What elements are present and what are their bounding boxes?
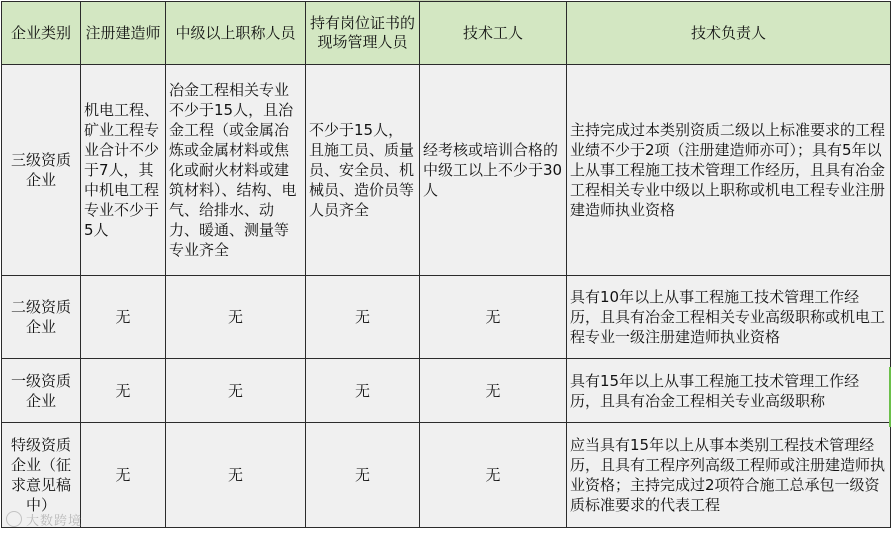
table-cell: 无 <box>81 423 166 528</box>
header-certified-site-managers: 持有岗位证书的现场管理人员 <box>306 2 420 65</box>
row-category: 特级资质企业（征求意见稿中） <box>2 423 81 528</box>
table-row <box>2 423 891 528</box>
table-cell: 无 <box>166 359 306 423</box>
table-cell: 无 <box>306 276 420 359</box>
table-cell: 无 <box>420 359 567 423</box>
table-header-row <box>2 2 891 65</box>
table-cell: 无 <box>166 276 306 359</box>
header-technical-director: 技术负责人 <box>567 2 891 65</box>
row-category: 一级资质企业 <box>2 359 81 423</box>
row-category: 三级资质企业 <box>2 65 81 276</box>
brand-logo-icon <box>6 511 22 527</box>
table-cell: 应当具有15年以上从事本类别工程技术管理经历，且具有工程序列高级工程师或注册建造师执业资格；主持完成过2项符合施工总承包一级资质标准要求的代表工程 <box>567 423 891 528</box>
table-cell: 具有10年以上从事工程施工技术管理工作经历，且具有冶金工程相关专业高级职称或机电工程专业一级注册建造师执业资格 <box>567 276 891 359</box>
qualification-table <box>1 1 891 528</box>
table-row <box>2 359 891 423</box>
table-row <box>2 65 891 276</box>
header-technical-workers: 技术工人 <box>420 2 567 65</box>
header-company-category: 企业类别 <box>2 2 81 65</box>
header-registered-constructor: 注册建造师 <box>81 2 166 65</box>
table-cell: 不少于15人，且施工员、质量员、安全员、机械员、造价员等人员齐全 <box>306 65 420 276</box>
row-category: 二级资质企业 <box>2 276 81 359</box>
table-cell: 无 <box>166 423 306 528</box>
table-cell: 无 <box>306 423 420 528</box>
watermark-text: 大数跨境 <box>26 514 83 529</box>
table-cell: 主持完成过本类别资质二级以上标准要求的工程业绩不少于2项（注册建造师亦可）；具有5年以上从事工程施工技术管理工作经历，且具有冶金工程相关专业中级以上职称或机电工程专业注册建造师执业资格 <box>567 65 891 276</box>
watermark <box>6 510 82 529</box>
table-cell: 具有15年以上从事工程施工技术管理工作经历，且具有冶金工程相关专业高级职称 <box>567 359 891 423</box>
table-cell: 无 <box>306 359 420 423</box>
table-cell: 经考核或培训合格的中级工以上不少于30人 <box>420 65 567 276</box>
table-cell: 无 <box>81 276 166 359</box>
table-cell: 机电工程、矿业工程专业合计不少于7人，其中机电工程专业不少于5人 <box>81 65 166 276</box>
table-row <box>2 276 891 359</box>
selection-edge-marker <box>889 367 891 427</box>
table-cell: 无 <box>420 276 567 359</box>
header-mid-level-title-staff: 中级以上职称人员 <box>166 2 306 65</box>
table-cell: 冶金工程相关专业不少于15人，且冶金工程（或金属冶炼或金属材料或焦化或耐火材料或建筑材料）、结构、电气、给排水、动力、暖通、测量等专业齐全 <box>166 65 306 276</box>
table-cell: 无 <box>81 359 166 423</box>
table-cell: 无 <box>420 423 567 528</box>
